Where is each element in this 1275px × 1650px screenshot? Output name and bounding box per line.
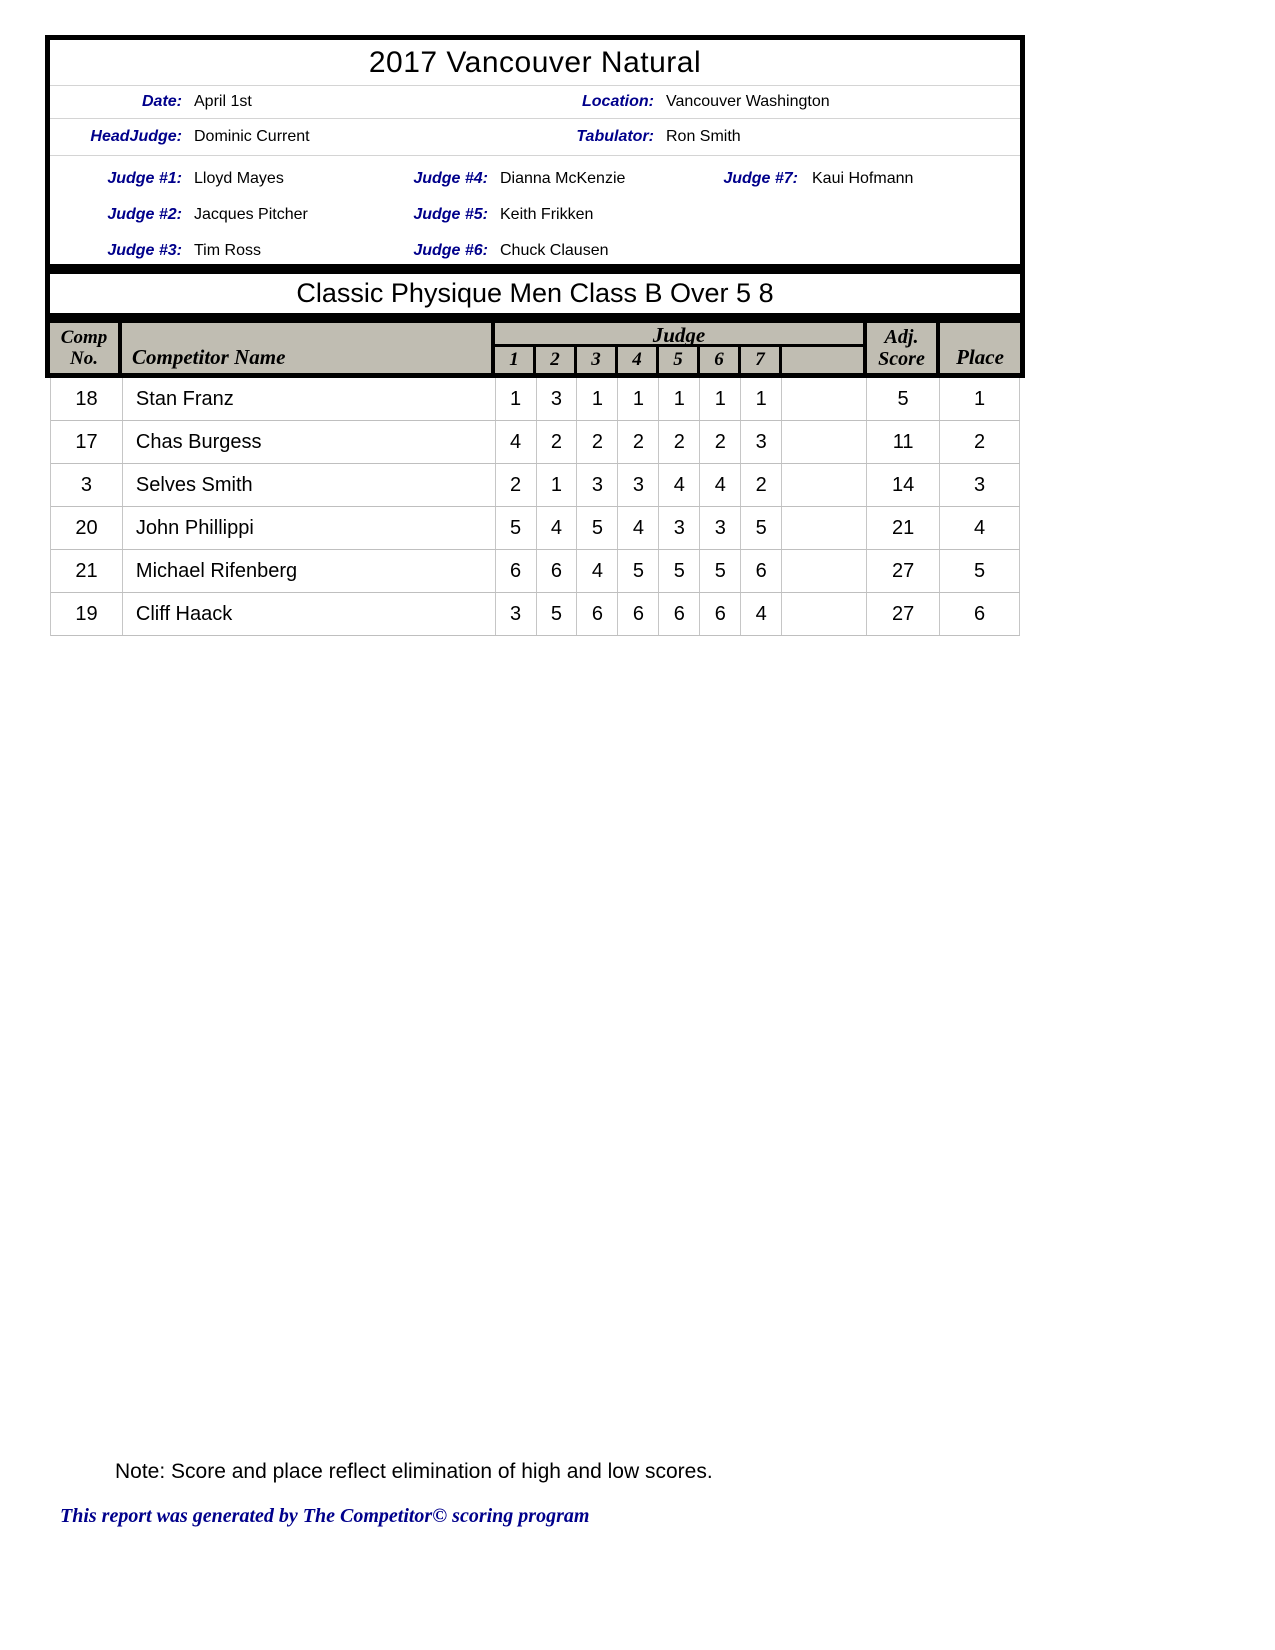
judge3-score: 5 (577, 507, 618, 549)
judge2-score: 2 (537, 421, 578, 463)
adj-header-line2: Score (878, 348, 925, 370)
comp-no: 21 (51, 550, 123, 592)
adj-score: 5 (867, 378, 940, 420)
judges-row-3 (50, 233, 1020, 269)
adj-score: 27 (867, 550, 940, 592)
table-row (51, 421, 1020, 464)
judge2-score: 5 (537, 593, 578, 635)
generated-by-footer: This report was generated by The Competitor© scoring program (60, 1505, 590, 1527)
score-note: Note: Score and place reflect elimination of high and low scores. (115, 1460, 713, 1483)
head-judge-value: Dominic Current (194, 128, 310, 145)
comp-no: 20 (51, 507, 123, 549)
judge4-score: 3 (618, 464, 659, 506)
spare-cell (782, 464, 867, 506)
judge5-score: 1 (659, 378, 700, 420)
spare-col-header (782, 347, 863, 373)
judge1-label: Judge #1: (107, 170, 182, 187)
judge2-col-header: 2 (536, 347, 577, 373)
place: 2 (940, 421, 1020, 463)
judge2-score: 6 (537, 550, 578, 592)
judge1-score: 1 (496, 378, 537, 420)
judge7-label: Judge #7: (723, 170, 798, 187)
head-judge-label: HeadJudge: (90, 128, 182, 145)
judge7-score: 4 (741, 593, 782, 635)
judge2-score: 3 (537, 378, 578, 420)
table-row (51, 464, 1020, 507)
judge1-name: Lloyd Mayes (194, 170, 284, 187)
judge5-score: 4 (659, 464, 700, 506)
judge7-name: Kaui Hofmann (812, 170, 914, 187)
comp-no: 18 (51, 378, 123, 420)
judge-columns-header (495, 323, 867, 373)
judge3-score: 2 (577, 421, 618, 463)
comp-no-header (50, 323, 122, 373)
judge4-col-header: 4 (618, 347, 659, 373)
judge2-label: Judge #2: (107, 206, 182, 223)
judge6-col-header: 6 (700, 347, 741, 373)
adj-score: 21 (867, 507, 940, 549)
judge7-score: 5 (741, 507, 782, 549)
location-value: Vancouver Washington (666, 93, 830, 110)
judge6-label: Judge #6: (413, 242, 488, 259)
date-label: Date: (141, 93, 182, 110)
judge6-score: 1 (700, 378, 741, 420)
judge4-name: Dianna McKenzie (500, 170, 626, 187)
adj-score: 27 (867, 593, 940, 635)
adj-score: 14 (867, 464, 940, 506)
table-row (51, 378, 1020, 421)
judge-number-headers (495, 347, 863, 373)
competitor-name: Selves Smith (123, 464, 496, 506)
judge7-score: 1 (741, 378, 782, 420)
comp-no: 3 (51, 464, 123, 506)
adj-score: 11 (867, 421, 940, 463)
judge5-score: 5 (659, 550, 700, 592)
table-row (51, 507, 1020, 550)
spare-cell (782, 507, 867, 549)
spare-cell (782, 378, 867, 420)
score-table-body (50, 378, 1020, 636)
table-row (51, 550, 1020, 593)
judge6-score: 2 (700, 421, 741, 463)
place: 4 (940, 507, 1020, 549)
judge-group-header: Judge (495, 323, 863, 347)
judge3-score: 6 (577, 593, 618, 635)
judge5-score: 2 (659, 421, 700, 463)
spare-cell (782, 593, 867, 635)
competitor-name: Chas Burgess (123, 421, 496, 463)
judge6-score: 4 (700, 464, 741, 506)
judge5-score: 3 (659, 507, 700, 549)
judge7-score: 6 (741, 550, 782, 592)
judge1-col-header: 1 (495, 347, 536, 373)
adj-score-header (867, 323, 940, 373)
place: 5 (940, 550, 1020, 592)
judge4-score: 1 (618, 378, 659, 420)
judge3-name: Tim Ross (194, 242, 261, 259)
tabulator-value: Ron Smith (666, 128, 741, 145)
place: 1 (940, 378, 1020, 420)
class-title: Classic Physique Men Class B Over 5 8 (45, 269, 1025, 318)
judge4-label: Judge #4: (413, 170, 488, 187)
comp-no: 17 (51, 421, 123, 463)
tabulator-label: Tabulator: (576, 128, 654, 145)
judge6-name: Chuck Clausen (500, 242, 609, 259)
headjudge-tabulator-row (50, 119, 1020, 156)
judge4-score: 6 (618, 593, 659, 635)
location-label: Location: (582, 93, 654, 110)
competitor-name: Stan Franz (123, 378, 496, 420)
judge6-score: 3 (700, 507, 741, 549)
judge2-name: Jacques Pitcher (194, 206, 308, 223)
event-title: 2017 Vancouver Natural (50, 40, 1020, 86)
judge6-score: 5 (700, 550, 741, 592)
score-table-header (45, 318, 1025, 378)
competitor-name: John Phillippi (123, 507, 496, 549)
judge3-col-header: 3 (577, 347, 618, 373)
date-location-row (50, 86, 1020, 119)
judge3-score: 3 (577, 464, 618, 506)
judge6-score: 6 (700, 593, 741, 635)
place: 6 (940, 593, 1020, 635)
spare-cell (782, 550, 867, 592)
judge4-score: 5 (618, 550, 659, 592)
judge1-score: 6 (496, 550, 537, 592)
judge3-score: 1 (577, 378, 618, 420)
comp-header-line1: Comp (60, 327, 108, 348)
judge5-name: Keith Frikken (500, 206, 594, 223)
spare-cell (782, 421, 867, 463)
judge1-score: 3 (496, 593, 537, 635)
judge3-score: 4 (577, 550, 618, 592)
judge1-score: 4 (496, 421, 537, 463)
judge2-score: 1 (537, 464, 578, 506)
judge3-label: Judge #3: (107, 242, 182, 259)
judges-row-1 (50, 161, 1020, 197)
place: 3 (940, 464, 1020, 506)
comp-no: 19 (51, 593, 123, 635)
competitor-name: Cliff Haack (123, 593, 496, 635)
judge4-score: 2 (618, 421, 659, 463)
judge5-col-header: 5 (659, 347, 700, 373)
judge4-score: 4 (618, 507, 659, 549)
adj-header-line1: Adj. (884, 326, 919, 348)
judge7-score: 2 (741, 464, 782, 506)
event-header-box (45, 35, 1025, 269)
judge1-score: 2 (496, 464, 537, 506)
judge7-score: 3 (741, 421, 782, 463)
table-row (51, 593, 1020, 636)
judges-list (50, 156, 1020, 269)
competitor-name: Michael Rifenberg (123, 550, 496, 592)
judge7-col-header: 7 (741, 347, 782, 373)
judge2-score: 4 (537, 507, 578, 549)
comp-header-line2: No. (70, 348, 98, 369)
judge5-label: Judge #5: (413, 206, 488, 223)
judges-row-2 (50, 197, 1020, 233)
judge5-score: 6 (659, 593, 700, 635)
place-header: Place (956, 345, 1004, 369)
date-value: April 1st (194, 93, 252, 110)
competitor-name-header: Competitor Name (122, 323, 495, 373)
judge1-score: 5 (496, 507, 537, 549)
